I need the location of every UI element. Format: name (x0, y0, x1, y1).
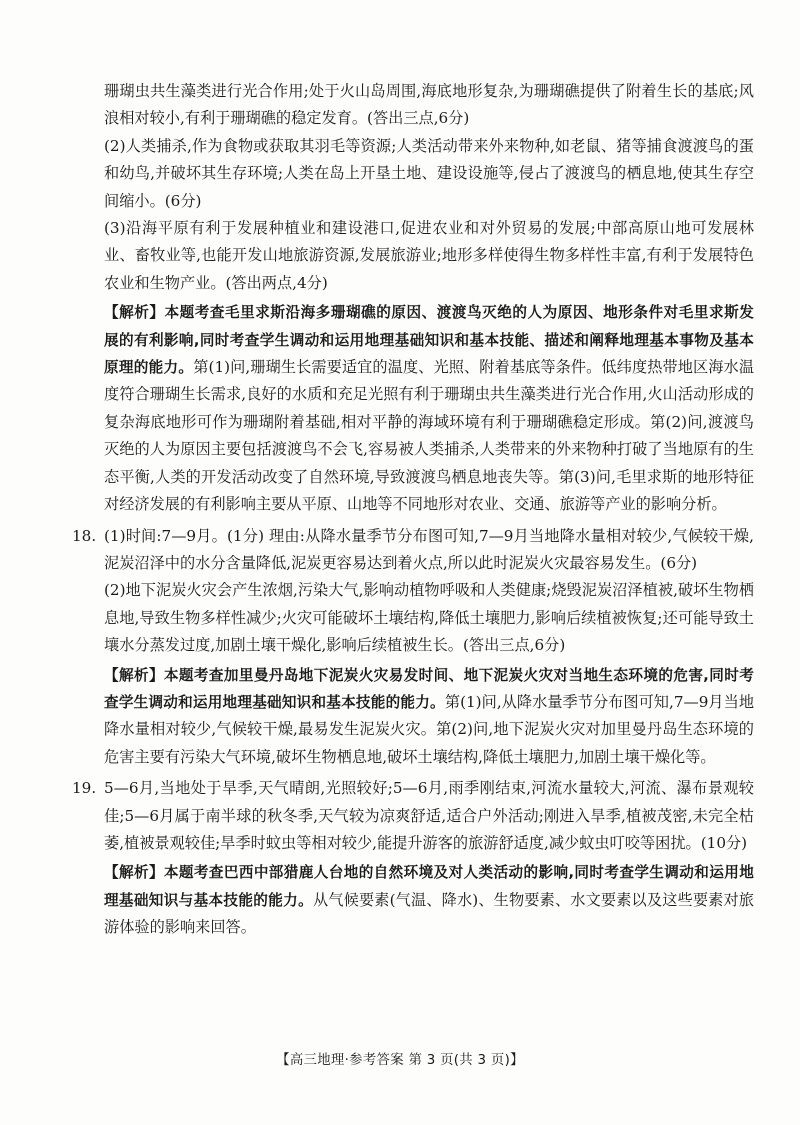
q19-answer: 5—6月,当地处于旱季,天气晴朗,光照较好;5—6月,雨季刚结束,河流水量较大,河流、瀑布景观较佳;5—6月属于南半球的秋冬季,天气较为凉爽舒适,适合户外活动;刚进入旱季,植被茂密,未完全枯萎,植被景观较佳;旱季时蚊虫等相对较少,能提升游客的旅游舒适度,减少蚊虫叮咬等困扰。(10分) (104, 779, 754, 852)
q19-analysis (104, 859, 754, 941)
q17-analysis-heading: 【解析】本题考查毛里求斯沿海多珊瑚礁的原因、渡渡鸟灭绝的人为原因、地形条件对毛里求斯发展的有利影响,同时考查学生调动和运用地理基础知识和基本技能、描述和阐释地理基本事物及基本原理的能力。 (104, 304, 754, 377)
q17-part1-continued: 珊瑚虫共生藻类进行光合作用;处于火山岛周围,海底地形复杂,为珊瑚礁提供了附着生长的基底;风浪相对较小,有利于珊瑚礁的稳定发育。(答出三点,6分) (104, 82, 754, 128)
q18-part2-answer: (2)地下泥炭火灾会产生浓烟,污染大气,影响动植物呼吸和人类健康;烧毁泥炭沼泽植被,破坏生物栖息地,导致生物多样性减少;火灾可能破坏土壤结构,降低土壤肥力,影响后续植被恢复;还可能导致土壤水分蒸发过度,加剧土壤干燥化,影响后续植被生长。(答出三点,6分) (104, 581, 754, 655)
q19-analysis-text: 从气候要素(气温、降水)、生物要素、水文要素以及这些要素对旅游体验的影响来回答。 (104, 890, 754, 937)
q17-part2-answer: (2)人类捕杀,作为食物或获取其羽毛等资源;人类活动带来外来物种,如老鼠、猪等捕食渡渡鸟的蛋和幼鸟,并破坏其生存环境;人类在岛上开垦土地、建设设施等,侵占了渡渡鸟的栖息地,使其生存空间缩小。(6分) (104, 136, 754, 210)
q17-analysis-text: 第(1)问,珊瑚生长需要适宜的温度、光照、附着基底等条件。低纬度热带地区海水温度符合珊瑚生长需求,良好的水质和充足光照有利于珊瑚虫共生藻类进行光合作用,火山活动形成的复杂海底地形可作为珊瑚附着基础,相对平静的海域环境有利于珊瑚礁稳定形成。第(2)问,渡渡鸟灭绝的人为原因主要包括渡渡鸟不会飞,容易被人类捕杀,人类带来的外来物种打破了当地原有的生态平衡,人类的开发活动改变了自然环境,导致渡渡鸟栖息地丧失等。第(3)问,毛里求斯的地形特征对经济发展的有利影响主要从平原、山地等不同地形对农业、交通、旅游等产业的影响分析。 (104, 358, 755, 514)
question-18 (72, 523, 754, 578)
page-footer: 【高三地理·参考答案 第 3 页(共 3 页)】 (276, 1053, 524, 1068)
q19-analysis-heading: 【解析】本题考查巴西中部猎鹿人台地的自然环境及对人类活动的影响,同时考查学生调动和运用地理基础知识与基本技能的能力。 (104, 864, 754, 909)
q18-number: 18. (72, 526, 97, 545)
q17-analysis (104, 299, 754, 518)
answer-content (72, 78, 755, 942)
q19-number: 19. (72, 779, 97, 798)
q18-analysis-text: 第(1)问,从降水量季节分布图可知,7—9月当地降水量相对较少,气候较干燥,最易发生泥炭火灾。第(2)问,地下泥炭火灾对加里曼丹岛生态环境的危害主要有污染大气环境,破坏生物栖息地,破坏土壤结构,降低土壤肥力,加剧土壤干燥化等。 (104, 692, 755, 766)
question-19 (72, 775, 754, 857)
q18-part1-answer: (1)时间:7—9月。(1分) 理由:从降水量季节分布图可知,7—9月当地降水量相对较少,气候较干燥,泥炭沼泽中的水分含量降低,泥炭更容易达到着火点,所以此时泥炭火灾最容易发生。(6分) (104, 526, 754, 572)
q17-part3-answer: (3)沿海平原有利于发展种植业和建设港口,促进农业和对外贸易的发展;中部高原山地可发展林业、畜牧业等,也能开发山地旅游资源,发展旅游业;地形多样使得生物多样性丰富,有利于发展特色农业和生物产业。(答出两点,4分) (104, 219, 754, 292)
q18-analysis (104, 662, 754, 772)
q18-analysis-heading: 【解析】本题考查加里曼丹岛地下泥炭火灾易发时间、地下泥炭火灾对当地生态环境的危害,同时考查学生调动和运用地理基础知识和基本技能的能力。 (104, 666, 754, 711)
